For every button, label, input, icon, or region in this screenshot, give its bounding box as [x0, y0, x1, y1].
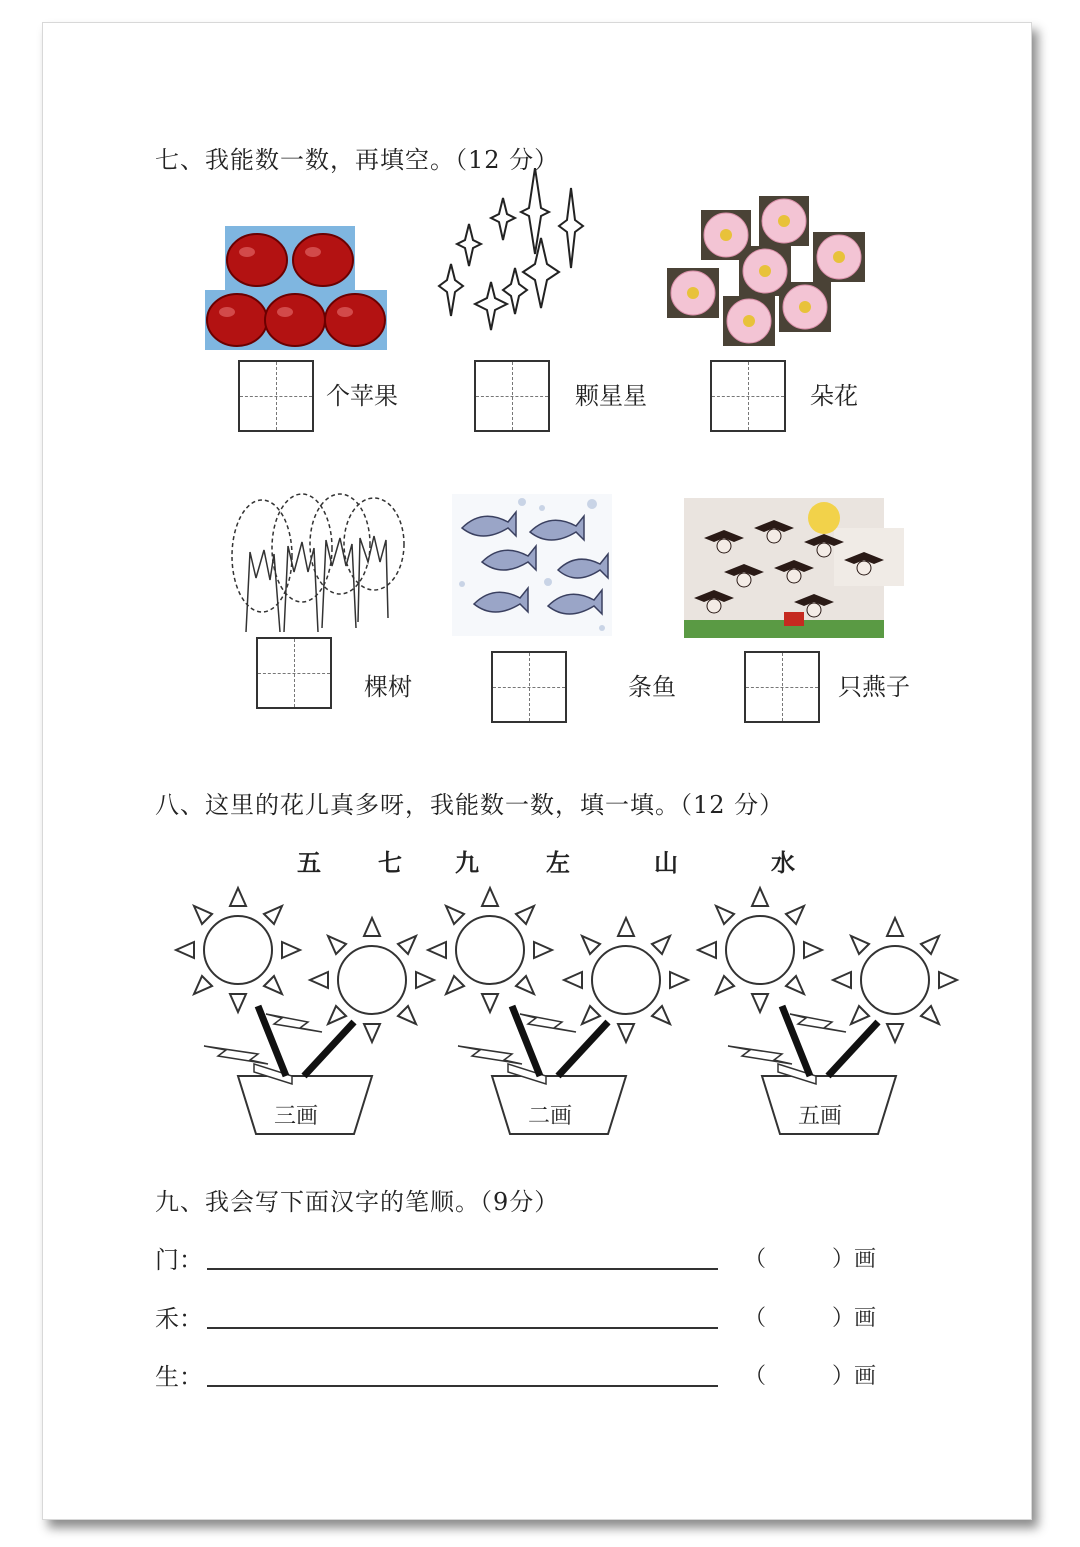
- character-5: 山: [654, 848, 678, 877]
- unit-stars: 颗星星: [575, 382, 647, 410]
- answer-box-flowers[interactable]: [710, 360, 786, 432]
- stroke-order-line-2[interactable]: [207, 1327, 718, 1329]
- stroke-row-label-3: 生：: [155, 1363, 203, 1391]
- stroke-order-line-1[interactable]: [207, 1268, 718, 1270]
- unit-swallows: 只燕子: [838, 673, 910, 701]
- apples-icon: [205, 226, 387, 350]
- answer-box-swallows[interactable]: [744, 651, 820, 723]
- stars-icon: [435, 168, 585, 338]
- character-1: 五: [297, 848, 321, 877]
- stroke-count-open-3: （: [744, 1364, 767, 1389]
- stroke-count-open-1: （: [744, 1247, 767, 1272]
- character-6: 水: [771, 848, 795, 877]
- flowers-icon: [665, 196, 869, 346]
- unit-apples: 个苹果: [326, 382, 398, 410]
- unit-flowers: 朵花: [810, 382, 858, 410]
- pot-label-1: 三画: [274, 1104, 319, 1129]
- stroke-order-line-3[interactable]: [207, 1385, 718, 1387]
- stroke-count-close-1: ）画: [832, 1247, 877, 1272]
- stroke-count-close-3: ）画: [832, 1364, 877, 1389]
- stroke-row-label-2: 禾：: [155, 1305, 203, 1333]
- character-3: 九: [455, 848, 479, 877]
- pot-label-2: 二画: [528, 1104, 573, 1129]
- swallows-icon: [684, 498, 904, 638]
- answer-box-trees[interactable]: [256, 637, 332, 709]
- pot-label-3: 五画: [798, 1104, 843, 1129]
- section7-title: 七、我能数一数，再填空。（12 分）: [155, 146, 560, 174]
- stroke-row-label-1: 门：: [155, 1246, 203, 1274]
- character-2: 七: [378, 848, 402, 877]
- trees-icon: [228, 492, 408, 638]
- unit-trees: 棵树: [364, 673, 412, 701]
- answer-box-apples[interactable]: [238, 360, 314, 432]
- stroke-count-open-2: （: [744, 1306, 767, 1331]
- answer-box-fish[interactable]: [491, 651, 567, 723]
- stroke-count-close-2: ）画: [832, 1306, 877, 1331]
- character-4: 左: [546, 848, 570, 877]
- unit-fish: 条鱼: [628, 673, 676, 701]
- section8-title: 八、这里的花儿真多呀，我能数一数，填一填。（12 分）: [155, 791, 785, 819]
- answer-box-stars[interactable]: [474, 360, 550, 432]
- section9-title: 九、我会写下面汉字的笔顺。（9分）: [155, 1188, 560, 1216]
- fish-icon: [452, 494, 612, 636]
